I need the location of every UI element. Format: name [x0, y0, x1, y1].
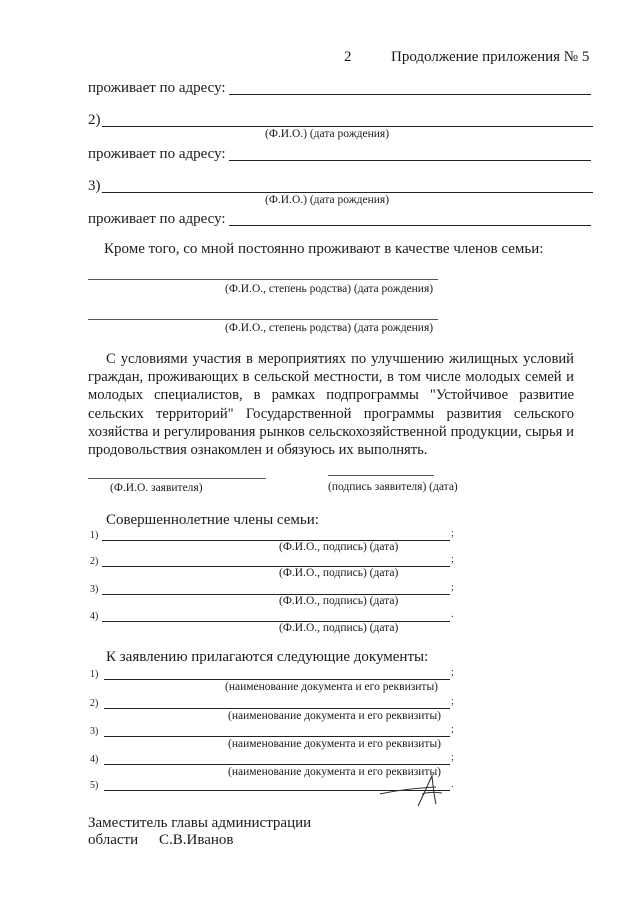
adult-row-caption: (Ф.И.О., подпись) (дата) [279, 541, 399, 553]
family-caption: (Ф.И.О., степень родства) (дата рождения) [225, 283, 434, 295]
adult-row-end: ; [451, 582, 454, 593]
applicant-name-line[interactable] [102, 126, 593, 127]
adult-row-caption: (Ф.И.О., подпись) (дата) [279, 622, 399, 634]
document-row-number: 4) [90, 754, 99, 765]
signatory-position-region: области [88, 832, 139, 848]
address-label: проживает по адресу: [88, 80, 226, 96]
document-row-number: 1) [90, 669, 99, 680]
adult-row-number: 3) [90, 584, 99, 595]
applicant-number: 2) [88, 112, 101, 128]
document-row-caption: (наименование документа и его реквизиты) [225, 681, 438, 693]
annex-title: Продолжение приложения № 5 [391, 49, 590, 65]
applicant-number: 3) [88, 178, 101, 194]
adult-row-number: 1) [90, 530, 99, 541]
family-member-line[interactable] [88, 279, 438, 280]
address-line[interactable] [229, 225, 591, 226]
applicant-name-signature-line[interactable] [88, 478, 266, 479]
document-row-end: ; [451, 724, 454, 735]
address-label: проживает по адресу: [88, 211, 226, 227]
signatory-position: Заместитель главы администрации [88, 815, 312, 831]
document-row-number: 5) [90, 780, 99, 791]
adult-row-caption: (Ф.И.О., подпись) (дата) [279, 567, 399, 579]
adult-row-number: 4) [90, 611, 99, 622]
applicant-caption: (Ф.И.О.) (дата рождения) [265, 194, 390, 206]
document-row-number: 2) [90, 698, 99, 709]
applicant-sign-line[interactable] [328, 475, 434, 476]
adult-row-number: 2) [90, 556, 99, 567]
applicant-name-caption: (Ф.И.О. заявителя) [110, 482, 203, 494]
document-row-line[interactable] [104, 708, 450, 709]
applicant-sign-caption: (подпись заявителя) (дата) [328, 481, 458, 493]
document-row-end: . [451, 779, 454, 790]
conditions-paragraph: С условиями участия в мероприятиях по улучшению жилищных условий граждан, проживающих в сельской местности, в том числе молодых семей и молодых специалистов, в рамках подпрограммы "Устойчивое развитие сельских территорий" Государственной программы развития сельского хозяйства и регулирования рынков сельскохозяйственной продукции, сырья и продовольствия ознакомлен и обязуюсь их выполнять. [88, 351, 574, 459]
document-row-end: ; [451, 752, 454, 763]
page-number: 2 [344, 49, 352, 65]
documents-title: К заявлению прилагаются следующие документы: [106, 649, 429, 665]
document-row-caption: (наименование документа и его реквизиты) [228, 738, 441, 750]
adult-row-end: ; [451, 554, 454, 565]
document-row-caption: (наименование документа и его реквизиты) [228, 710, 441, 722]
address-label: проживает по адресу: [88, 146, 226, 162]
document-row-number: 3) [90, 726, 99, 737]
document-row-line[interactable] [104, 736, 450, 737]
family-member-line[interactable] [88, 319, 438, 320]
family-intro: Кроме того, со мной постоянно проживают в качестве членов семьи: [104, 241, 544, 257]
applicant-name-line[interactable] [102, 192, 593, 193]
adult-row-end: . [451, 609, 454, 620]
address-line[interactable] [229, 94, 591, 95]
applicant-caption: (Ф.И.О.) (дата рождения) [265, 128, 390, 140]
document-row-end: ; [451, 696, 454, 707]
family-caption: (Ф.И.О., степень родства) (дата рождения) [225, 322, 434, 334]
document-row-caption: (наименование документа и его реквизиты) [228, 766, 441, 778]
document-row-end: ; [451, 667, 454, 678]
adult-row-end: ; [451, 528, 454, 539]
adult-members-title: Совершеннолетние члены семьи: [106, 512, 319, 528]
address-line[interactable] [229, 160, 591, 161]
document-row-line[interactable] [104, 679, 450, 680]
document-row-line[interactable] [104, 764, 450, 765]
signatory-name: С.В.Иванов [159, 832, 234, 848]
handwritten-signature-icon [378, 772, 468, 812]
adult-row-caption: (Ф.И.О., подпись) (дата) [279, 595, 399, 607]
